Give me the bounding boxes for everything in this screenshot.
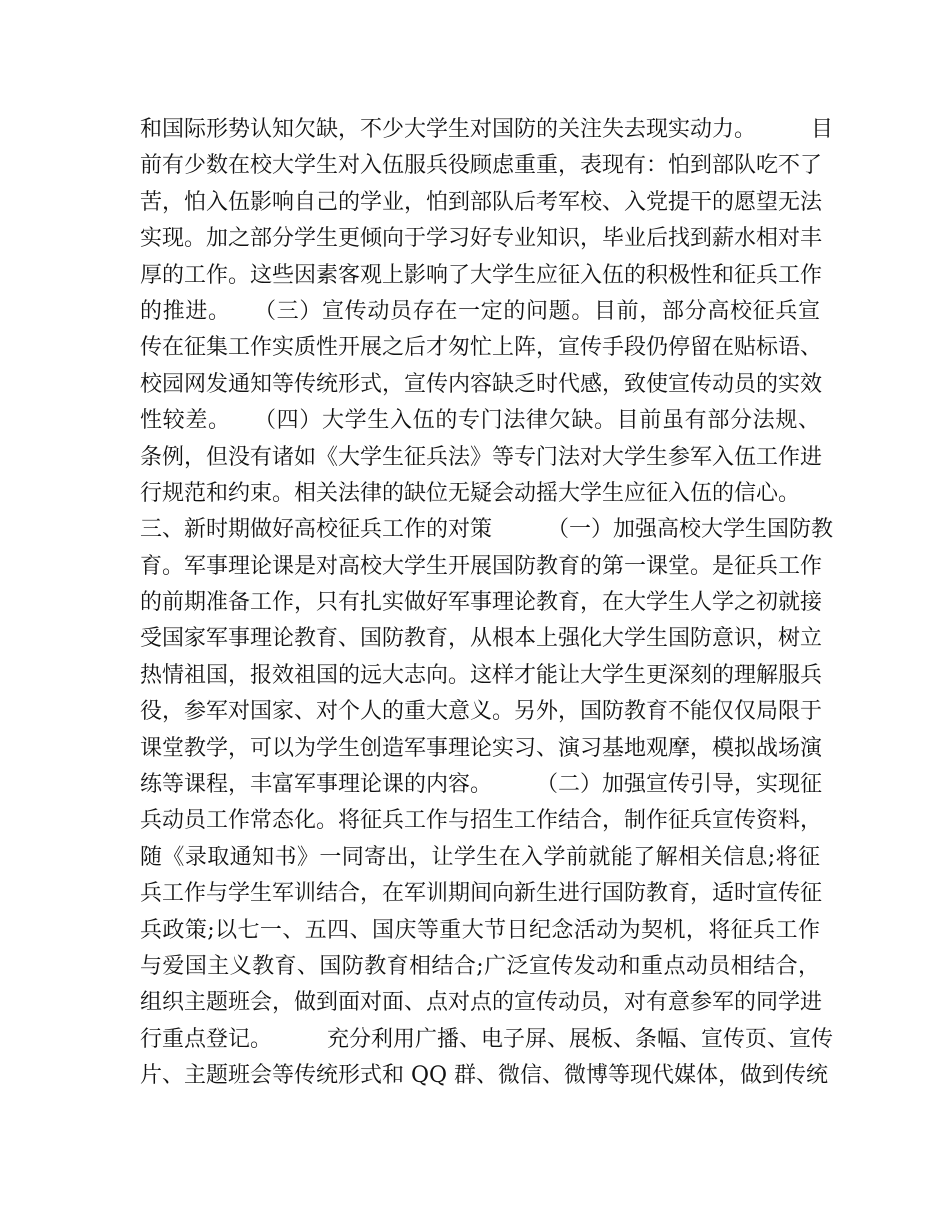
text-line: 与爱国主义教育、国防教育相结合;广泛宣传发动和重点动员相结合， [140,953,820,979]
text-line: 校园网发通知等传统形式，宣传内容缺乏时代感，致使宣传动员的实效 [140,371,823,397]
text-line: 片、主题班会等传统形式和 QQ 群、微信、微博等现代媒体，做到传统 [140,1063,829,1089]
text-line: 行规范和约束。相关法律的缺位无疑会动摇大学生应征入伍的信心。 [140,480,801,506]
text-line: 厚的工作。这些因素客观上影响了大学生应征入伍的积极性和征兵工作 [140,262,823,288]
text-line: 性较差。 （四）大学生入伍的专门法律欠缺。目前虽有部分法规、 [140,408,820,434]
text-line: 传在征集工作实质性开展之后才匆忙上阵，宣传手段仍停留在贴标语、 [140,335,823,361]
text-line: 育。军事理论课是对高校大学生开展国防教育的第一课堂。是征兵工作 [140,553,823,579]
text-line: 兵工作与学生军训结合，在军训期间向新生进行国防教育，适时宣传征 [140,881,823,907]
text-line: 组织主题班会，做到面对面、点对点的宣传动员，对有意参军的同学进 [140,990,823,1016]
text-line: 热情祖国，报效祖国的远大志向。这样才能让大学生更深刻的理解服兵 [140,662,823,688]
text-line: 前有少数在校大学生对入伍服兵役顾虑重重，表现有：怕到部队吃不了 [140,153,823,179]
text-line: 实现。加之部分学生更倾向于学习好专业知识，毕业后找到薪水相对丰 [140,226,823,252]
text-line: 的推进。 （三）宣传动员存在一定的问题。目前，部分高校征兵宣 [140,298,820,324]
text-line: 条例，但没有诸如《大学生征兵法》等专门法对大学生参军入伍工作进 [140,444,823,470]
text-line: 的前期准备工作，只有扎实做好军事理论教育，在大学生人学之初就接 [140,590,823,616]
body-text [140,112,834,1095]
text-line: 兵政策;以七一、五四、国庆等重大节日纪念活动为契机，将征兵工作 [140,917,820,943]
text-line: 和国际形势认知欠缺，不少大学生对国防的关注失去现实动力。 目 [140,117,834,142]
text-line: 受国家军事理论教育、国防教育，从根本上强化大学生国防意识，树立 [140,626,823,652]
text-line: 三、新时期做好高校征兵工作的对策 （一）加强高校大学生国防教 [140,517,834,543]
text-line: 苦，怕入伍影响自己的学业，怕到部队后考军校、入党提干的愿望无法 [140,189,823,215]
text-line: 练等课程，丰富军事理论课的内容。 （二）加强宣传引导，实现征 [140,772,823,798]
text-line: 行重点登记。 充分利用广播、电子屏、展板、条幅、宣传页、宣传 [140,1026,834,1052]
text-line: 兵动员工作常态化。将征兵工作与招生工作结合，制作征兵宣传资料， [140,808,823,834]
text-line: 役，参军对国家、对个人的重大意义。另外，国防教育不能仅仅局限于 [140,699,823,725]
text-line: 课堂教学，可以为学生创造军事理论实习、演习基地观摩，模拟战场演 [140,735,823,761]
text-line: 随《录取通知书》一同寄出，让学生在入学前就能了解相关信息;将征 [140,844,820,870]
